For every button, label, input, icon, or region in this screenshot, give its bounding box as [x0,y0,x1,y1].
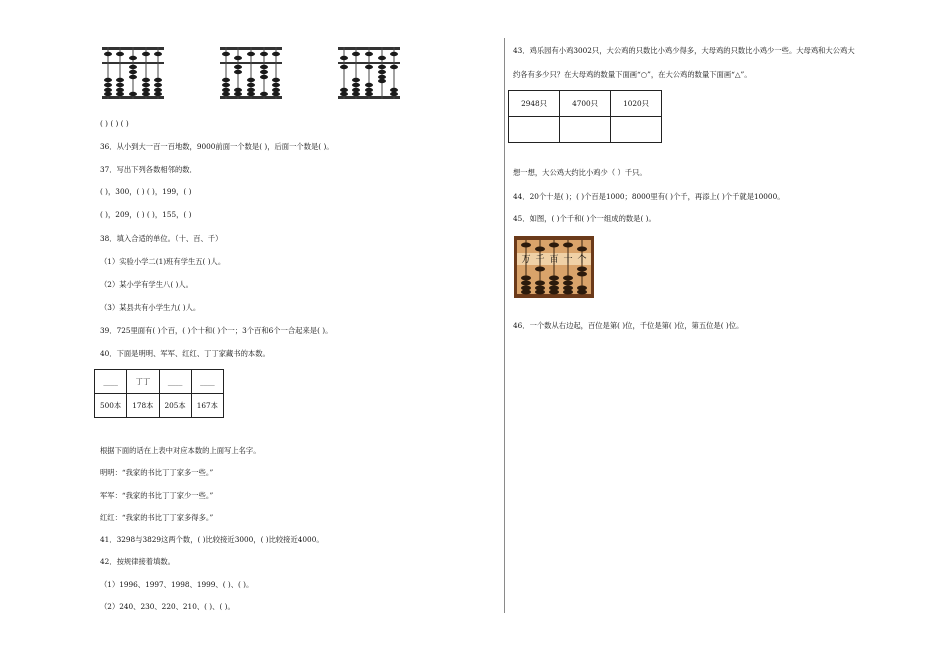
table-cell-books: 500本 [95,394,127,418]
question-37-row-2: ( )，209，( ) ( )，155，( ) [100,210,192,219]
question-40-honghong: 红红：“我家的书比丁丁家多得多。” [100,513,214,522]
chicken-count-table [508,90,662,143]
table-cell-count: 2948只 [509,91,560,117]
abacus-label-ge: 个 [577,255,587,265]
abacus-figure-3 [336,45,402,101]
table-cell-mark [560,117,611,143]
question-42: 42．按规律接着填数。 [100,557,175,566]
table-cell-count: 4700只 [560,91,611,117]
question-37: 37．写出下列各数相邻的数． [100,165,197,174]
question-40-mingming: 明明：“我家的书比丁丁家多一些。” [100,468,214,477]
question-40-junjun: 军军：“我家的书比丁丁家少一些。” [100,491,214,500]
table-cell-name: 丁丁 [127,370,159,394]
table-cell-books: 167本 [191,394,223,418]
abacus-figure-2 [218,45,284,101]
book-count-table [94,369,224,418]
question-38-item-1: （1）实验小学二(1)班有学生五( )人。 [100,257,226,266]
abacus-figure-1 [100,45,166,101]
question-42-item-1: （1）1996、1997、1998、1999、( )、( )。 [100,580,254,589]
question-40-hint: 根据下面的话在上表中对应本数的上面写上名字。 [100,446,261,455]
question-38: 38．填入合适的单位。（十、百、千） [100,234,223,243]
abacus-label-bai: 百 [549,255,559,265]
table-cell-name: ____ [159,370,191,394]
table-cell-name: ____ [95,370,127,394]
table-cell-mark [509,117,560,143]
question-43-line-1: 43．鸡乐园有小鸡3002只，大公鸡的只数比小鸡少得多，大母鸡的只数比小鸡少一些。大母鸡和大公鸡大 [513,46,855,55]
question-38-item-3: （3）某县共有小学生九( )人。 [100,303,201,312]
abacus-label-qian: 千 [535,255,545,265]
table-cell-books: 178本 [127,394,159,418]
right-column [506,0,950,672]
table-cell-books: 205本 [159,394,191,418]
abacus-answer-blanks: ( ) ( ) ( ) [100,119,129,128]
question-38-item-2: （2）某小学有学生八( )人。 [100,280,193,289]
question-36: 36．从小到大一百一百地数，9000前面一个数是( )，后面一个数是( )。 [100,142,334,151]
question-42-item-2: （2）240、230、220、210、( )、( )。 [100,602,235,611]
question-43-think: 想一想，大公鸡大约比小鸡少（ ）千只。 [513,168,647,177]
question-45: 45．如图，( )个千和( )个一组成的数是( )。 [513,214,656,223]
abacus-label-shi: 十 [563,255,573,265]
question-43-line-2: 约各有多少只？在大母鸡的数量下面画“○”，在大公鸡的数量下面画“△”。 [513,70,752,79]
abacus-label-wan: 万 [521,255,531,265]
table-cell-mark [611,117,662,143]
table-cell-count: 1020只 [611,91,662,117]
question-37-row-1: ( )，300，( ) ( )，199，( ) [100,187,192,196]
labeled-abacus-figure [514,236,594,298]
question-40: 40．下面是明明、军军、红红、丁丁家藏书的本数。 [100,349,270,358]
question-41: 41．3298与3829这两个数，( )比较接近3000，( )比较接近4000。 [100,535,324,544]
question-39: 39．725里面有( )个百，( )个十和( )个一；3个百和6个一合起来是( )。 [100,326,333,335]
table-cell-name: ____ [191,370,223,394]
question-44: 44．20个十是( )；( )个百是1000；8000里有( )个千，再添上( )个千就是10000。 [513,192,785,201]
question-46: 46．一个数从右边起，百位是第( )位，千位是第( )位，第五位是( )位。 [513,321,744,330]
